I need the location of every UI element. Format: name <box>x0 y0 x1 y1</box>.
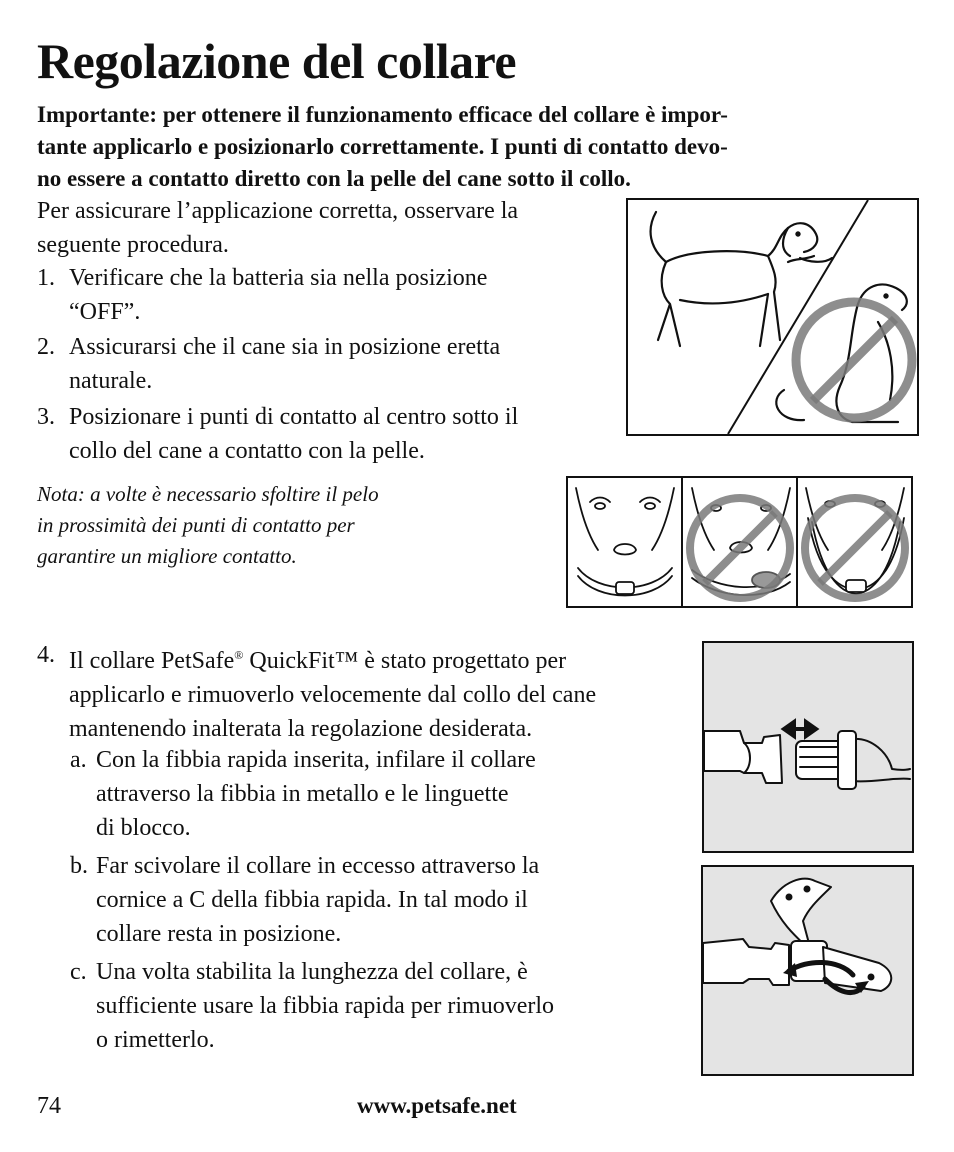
step-text: “OFF”. <box>69 299 141 325</box>
substep-letter: a. <box>70 747 87 773</box>
collar-fit-figure <box>566 476 913 608</box>
step-number: 1. <box>37 265 55 291</box>
registered-mark: ® <box>234 648 244 662</box>
step-text: naturale. <box>69 368 153 394</box>
prohibited-sign-icon <box>690 498 790 598</box>
substep-text: collare resta in posizione. <box>96 921 342 947</box>
footer-url-link[interactable]: www.petsafe.net <box>357 1093 517 1118</box>
step-1 <box>37 261 607 329</box>
step-number: 3. <box>37 404 55 430</box>
step-number: 4. <box>37 642 55 668</box>
collar-fit-illustrations <box>568 478 911 606</box>
step-text: mantenendo inalterata la regolazione desiderata. <box>69 716 533 742</box>
note-line: Nota: a volte è necessario sfoltire il pelo <box>37 482 379 506</box>
page-number: 74 <box>37 1093 61 1119</box>
step-text: applicarlo e rimuoverlo velocemente dal collo del cane <box>69 682 597 708</box>
note-paragraph <box>37 479 379 572</box>
intro-line: tante applicarlo e posizionarlo correttamente. I punti di contatto devo- <box>37 134 728 159</box>
dog-posture-figure <box>626 198 919 436</box>
collar-slide-figure <box>701 865 914 1076</box>
step-text-part: Il collare PetSafe <box>69 648 235 674</box>
page-title: Regolazione del collare <box>37 33 517 89</box>
substep-letter: b. <box>70 853 88 879</box>
substep-text: Far scivolare il collare in eccesso attraverso la <box>96 853 540 879</box>
note-line: garantire un migliore contatto. <box>37 544 297 568</box>
step-text-part: QuickFit™ è stato progettato per <box>243 648 567 674</box>
double-arrow-icon <box>784 722 816 736</box>
substep-text: cornice a C della fibbia rapida. In tal modo il <box>96 887 528 913</box>
substep-text: attraverso la fibbia in metallo e le linguette <box>96 781 509 807</box>
collar-slide-illustration <box>703 867 912 1074</box>
lead-line: seguente procedura. <box>37 232 229 258</box>
intro-line: Importante: per ottenere il funzionamento efficace del collare è impor- <box>37 102 728 127</box>
step-text: collo del cane a contatto con la pelle. <box>69 438 425 464</box>
lead-line: Per assicurare l’applicazione corretta, osservare la <box>37 198 519 224</box>
step-number: 2. <box>37 334 55 360</box>
substep-c <box>70 955 670 1057</box>
substep-b <box>70 849 650 951</box>
step-text: Posizionare i punti di contatto al centro sotto il <box>69 404 519 430</box>
lead-paragraph <box>37 194 518 262</box>
note-line: in prossimità dei punti di contatto per <box>37 513 355 537</box>
substep-text: sufficiente usare la fibbia rapida per rimuoverlo <box>96 993 555 1019</box>
substep-a <box>70 743 650 845</box>
substep-text: Una volta stabilita la lunghezza del collare, è <box>96 959 528 985</box>
dog-standing-illustration <box>628 200 917 434</box>
substep-letter: c. <box>70 959 87 985</box>
step-text <box>69 638 697 678</box>
intro-line: no essere a contatto diretto con la pelle del cane sotto il collo. <box>37 166 631 191</box>
step-2 <box>37 330 607 398</box>
step-text: Assicurarsi che il cane sia in posizione eretta <box>69 334 501 360</box>
substep-text: di blocco. <box>96 815 191 841</box>
quick-buckle-figure <box>702 641 914 853</box>
step-4 <box>37 638 697 746</box>
substep-text: Con la fibbia rapida inserita, infilare il collare <box>96 747 536 773</box>
intro-paragraph <box>37 99 937 195</box>
step-text: Verificare che la batteria sia nella posizione <box>69 265 488 291</box>
quick-buckle-illustration <box>704 643 912 851</box>
substep-text: o rimetterlo. <box>96 1027 215 1053</box>
step-3 <box>37 400 617 468</box>
